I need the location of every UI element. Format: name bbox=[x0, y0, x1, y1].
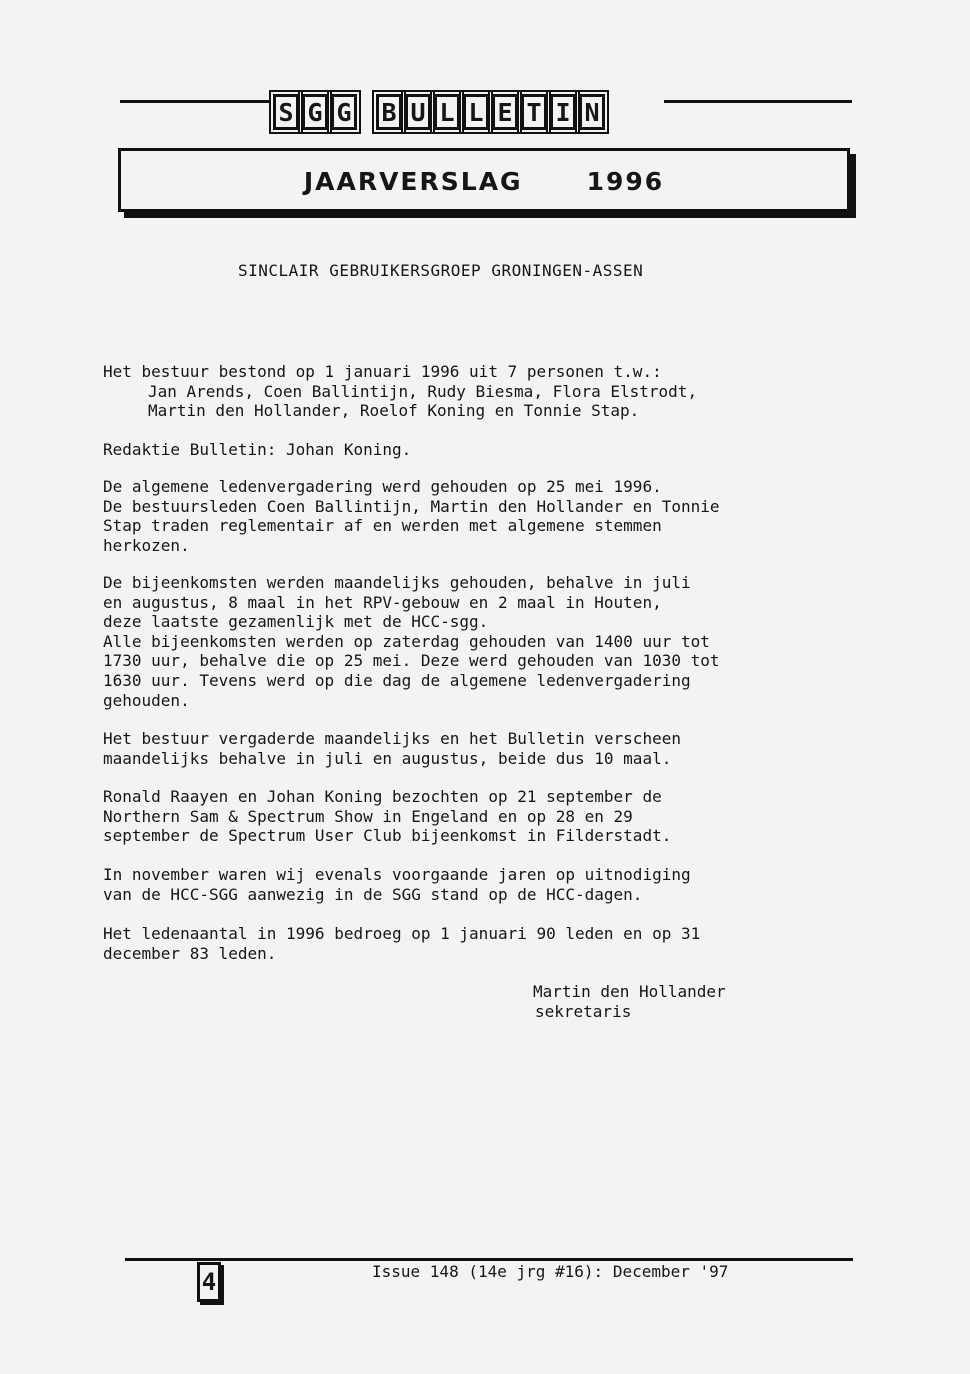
logo-letter: U bbox=[405, 94, 431, 130]
text-line: december 83 leden. bbox=[103, 943, 277, 963]
text-line: en augustus, 8 maal in het RPV-gebouw en 2 maal in Houten, bbox=[103, 592, 662, 612]
text-line: maandelijks behalve in juli en augustus, beide dus 10 maal. bbox=[103, 748, 672, 768]
logo-letter: N bbox=[579, 94, 605, 130]
text-line: Het bestuur vergaderde maandelijks en het Bulletin verscheen bbox=[103, 729, 681, 748]
title-banner bbox=[118, 148, 850, 212]
signature bbox=[533, 982, 726, 1021]
text-line: Alle bijeenkomsten werden op zaterdag gehouden van 1400 uur tot bbox=[103, 631, 710, 651]
text-line: De bestuursleden Coen Ballintijn, Martin den Hollander en Tonnie bbox=[103, 496, 720, 516]
text-line: deze laatste gezamenlijk met de HCC-sgg. bbox=[103, 612, 489, 632]
header-rule-right bbox=[664, 100, 852, 103]
title-word: JAARVERSLAG bbox=[303, 167, 523, 196]
signature-name: Martin den Hollander bbox=[533, 982, 726, 1001]
logo-letter: S bbox=[273, 94, 299, 130]
text-line: De bijeenkomsten werden maandelijks gehouden, behalve in juli bbox=[103, 573, 691, 592]
text-line: 1630 uur. Tevens werd op die dag de algemene ledenvergadering bbox=[103, 670, 691, 690]
logo-letter: G bbox=[302, 94, 328, 130]
page-number: 4 bbox=[197, 1262, 221, 1302]
text-line: De algemene ledenvergadering werd gehouden op 25 mei 1996. bbox=[103, 477, 662, 496]
text-line: gehouden. bbox=[103, 690, 190, 710]
text-line: Martin den Hollander, Roelof Koning en Tonnie Stap. bbox=[148, 401, 640, 421]
text-line: Het bestuur bestond op 1 januari 1996 uit 7 personen t.w.: bbox=[103, 362, 662, 381]
text-line: Northern Sam & Spectrum Show in Engeland en op 28 en 29 bbox=[103, 806, 633, 826]
issue-label: Issue 148 (14e jrg #16): December '97 bbox=[372, 1262, 729, 1281]
text-line: Redaktie Bulletin: Johan Koning. bbox=[103, 440, 412, 459]
page-subtitle: SINCLAIR GEBRUIKERSGROEP GRONINGEN-ASSEN bbox=[238, 261, 644, 280]
text-line: september de Spectrum User Club bijeenkomst in Filderstadt. bbox=[103, 826, 672, 846]
paragraph-members bbox=[103, 924, 848, 963]
text-line: Stap traden reglementair af en werden met algemene stemmen bbox=[103, 516, 662, 536]
text-line: herkozen. bbox=[103, 535, 190, 555]
logo-letter: G bbox=[331, 94, 357, 130]
paragraph-visits bbox=[103, 787, 848, 846]
logo-letter: L bbox=[434, 94, 460, 130]
text-line: 1730 uur, behalve die op 25 mei. Deze werd gehouden van 1030 tot bbox=[103, 651, 720, 671]
text-line: In november waren wij evenals voorgaande jaren op uitnodiging bbox=[103, 865, 691, 884]
page-title bbox=[121, 167, 847, 196]
paragraph-editors bbox=[103, 440, 848, 460]
paragraph-meeting bbox=[103, 477, 848, 555]
text-line: Ronald Raayen en Johan Koning bezochten op 21 september de bbox=[103, 787, 662, 806]
paragraph-gatherings bbox=[103, 573, 848, 710]
logo-letter: T bbox=[521, 94, 547, 130]
text-line: Het ledenaantal in 1996 bedroeg op 1 januari 90 leden en op 31 bbox=[103, 924, 701, 943]
signature-role: sekretaris bbox=[535, 1001, 632, 1021]
header-rule-left bbox=[120, 100, 270, 103]
logo-letter: B bbox=[376, 94, 402, 130]
logo-letter: E bbox=[492, 94, 518, 130]
title-year: 1996 bbox=[586, 167, 665, 196]
paragraph-hcc-days bbox=[103, 865, 848, 904]
logo-letter: L bbox=[463, 94, 489, 130]
bulletin-logo bbox=[273, 94, 608, 130]
footer-rule bbox=[125, 1258, 853, 1261]
text-line: Jan Arends, Coen Ballintijn, Rudy Biesma, Flora Elstrodt, bbox=[148, 381, 698, 401]
paragraph-board bbox=[103, 362, 848, 421]
text-line: van de HCC-SGG aanwezig in de SGG stand op de HCC-dagen. bbox=[103, 884, 643, 904]
logo-letter: I bbox=[550, 94, 576, 130]
paragraph-board-meetings bbox=[103, 729, 848, 768]
